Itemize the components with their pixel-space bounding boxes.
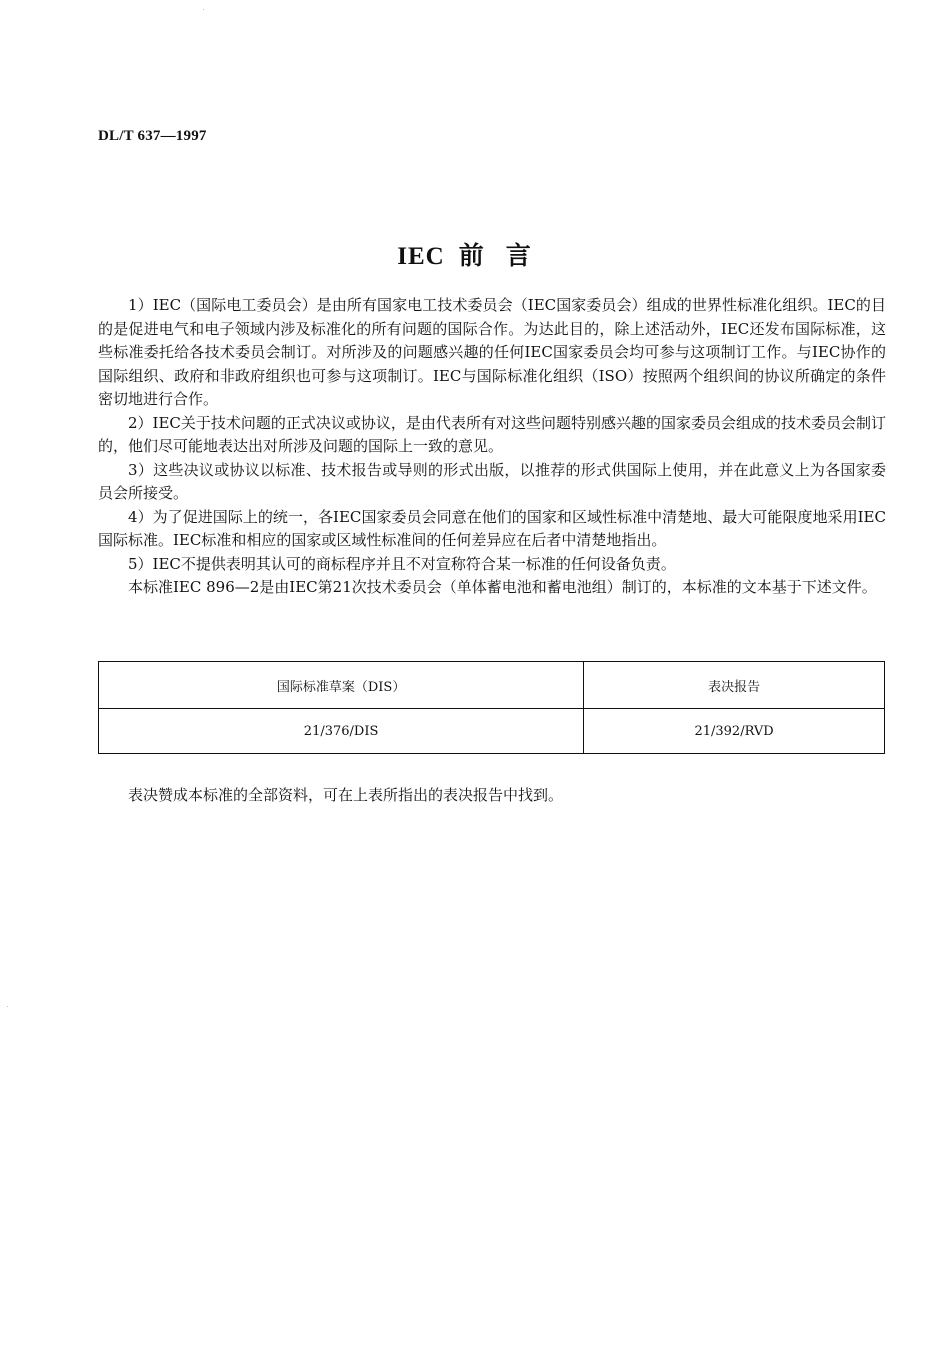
table-row bbox=[99, 709, 885, 754]
cell-dis: 21/376/DIS bbox=[99, 709, 584, 754]
table-header-row bbox=[99, 662, 885, 709]
paragraph-1: 1）IEC（国际电工委员会）是由所有国家电工技术委员会（IEC国家委员会）组成的世界性标准化组织。IEC的目的是促进电气和电子领域内涉及标准化的所有问题的国际合作。为达此目的，除上述活动外，IEC还发布国际标准，这些标准委托给各技术委员会制订。对所涉及的问题感兴趣的任何IEC国家委员会均可参与这项制订工作。与IEC协作的国际组织、政府和非政府组织也可参与这项制订。IEC与国际标准化组织（ISO）按照两个组织间的协议所确定的条件密切地进行合作。 bbox=[98, 296, 886, 408]
title-foreword: 前言 bbox=[458, 241, 553, 270]
paragraph-2: 2）IEC关于技术问题的正式决议或协议，是由代表所有对这些问题特别感兴趣的国家委员会组成的技术委员会制订的，他们尽可能地表达出对所涉及问题的国际上一致的意见。 bbox=[98, 413, 886, 455]
paragraph-basis: 本标准IEC 896—2是由IEC第21次技术委员会（单体蓄电池和蓄电池组）制订的，本标准的文本基于下述文件。 bbox=[128, 578, 877, 596]
cell-rvd: 21/392/RVD bbox=[584, 709, 885, 754]
header-rvd: 表决报告 bbox=[584, 662, 885, 709]
paragraph-3: 3）这些决议或协议以标准、技术报告或导则的形式出版，以推荐的形式供国际上使用，并在此意义上为各国家委员会所接受。 bbox=[98, 460, 886, 502]
title-iec: IEC bbox=[397, 243, 445, 270]
scan-speck bbox=[203, 9, 204, 10]
foreword-body bbox=[98, 294, 886, 600]
document-table bbox=[98, 661, 885, 754]
paragraph-4: 4）为了促进国际上的统一，各IEC国家委员会同意在他们的国家和区域性标准中清楚地、最大可能限度地采用IEC国际标准。IEC标准和相应的国家或区域性标准间的任何差异应在后者中清楚地指出。 bbox=[98, 507, 886, 549]
header-dis: 国际标准草案（DIS） bbox=[99, 662, 584, 709]
page-title bbox=[0, 236, 950, 272]
scan-speck bbox=[7, 1006, 8, 1007]
closing-paragraph: 表决赞成本标准的全部资料，可在上表所指出的表决报告中找到。 bbox=[128, 786, 564, 804]
document-code: DL/T 637—1997 bbox=[98, 128, 207, 144]
paragraph-5: 5）IEC不提供表明其认可的商标程序并且不对宣称符合某一标准的任何设备负责。 bbox=[128, 554, 676, 573]
